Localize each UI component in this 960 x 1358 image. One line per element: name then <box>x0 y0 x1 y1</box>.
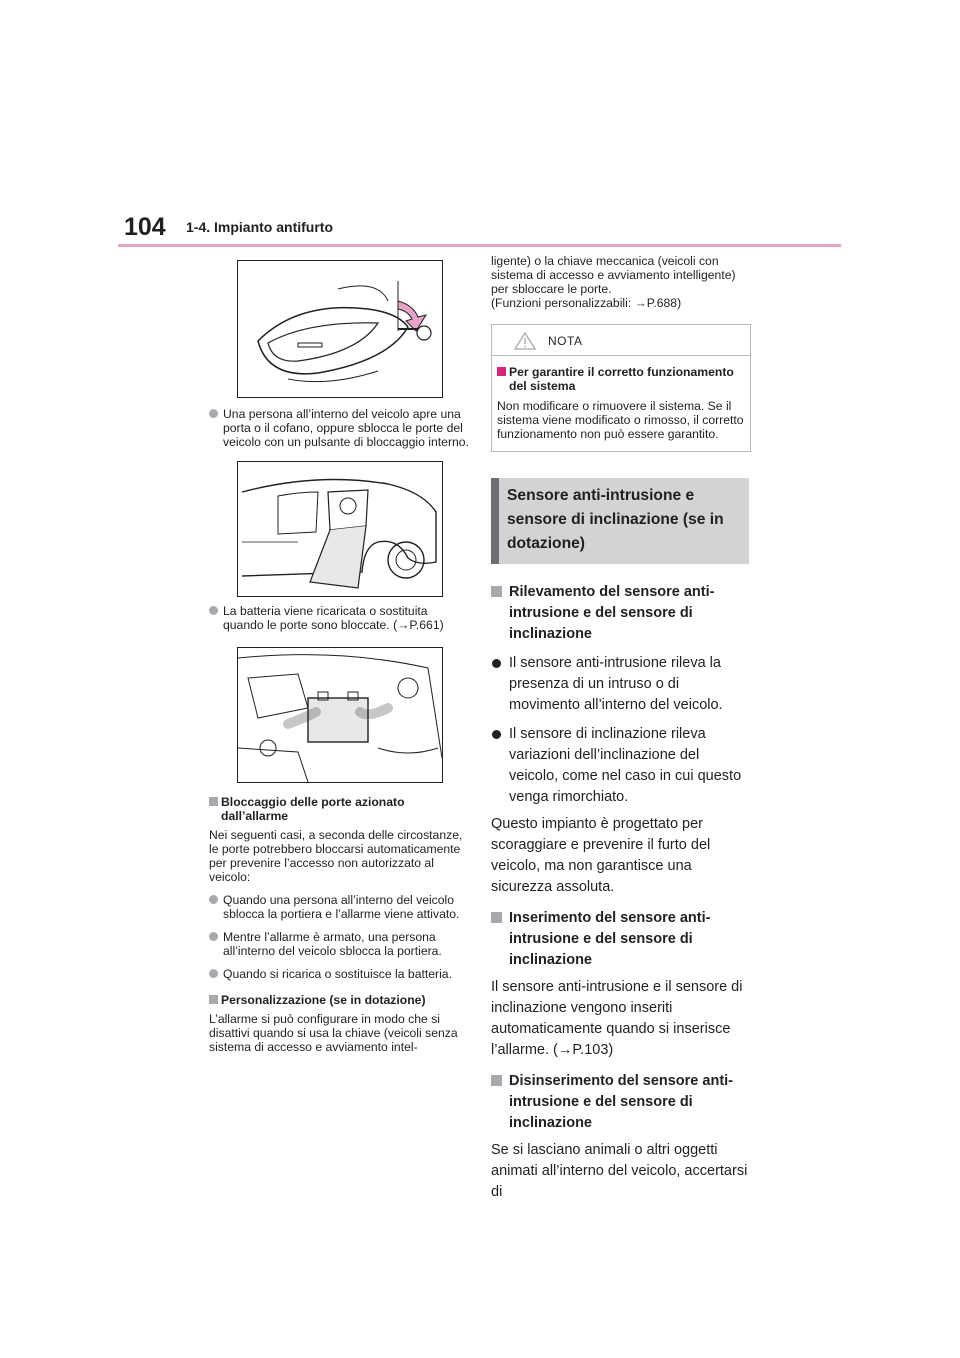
right-column <box>491 254 751 1203</box>
note-box <box>491 324 751 452</box>
note-label: NOTA <box>548 334 583 348</box>
section-title: 1-4. Impianto antifurto <box>186 219 333 235</box>
door-handle-illustration <box>238 261 442 397</box>
warning-triangle-icon <box>514 332 536 355</box>
disable-paragraph: Se si lasciano animali o altri oggetti animati all’interno del veicolo, accertarsi di <box>491 1142 748 1200</box>
engine-battery-figure <box>237 647 443 783</box>
bullet-dot <box>209 969 218 978</box>
customization-continued-text: ligente) o la chiave meccanica (veicoli con sistema di accesso e avviamento intelligente) per sbloccare le porte. <box>491 254 736 296</box>
heading-square <box>497 367 506 376</box>
banner-title: Sensore anti-intrusione e sensore di inclinazione (se in dotazione) <box>507 487 724 552</box>
door-handle-with-key-figure <box>237 260 443 398</box>
car-door-illustration <box>238 462 442 596</box>
alarm-trigger-bullet-battery: La batteria viene ricaricata o sostituita quando le porte sono bloccate. (→P.661) <box>209 604 471 632</box>
bullet-dot <box>209 409 218 418</box>
note-text: Non modificare o rimuovere il sistema. Se il sistema viene modificato o rimosso, il corretto funzionamento non può essere garantito. <box>497 399 744 441</box>
engine-bay-illustration <box>238 648 442 782</box>
disable-heading: Disinserimento del sensore anti-intrusione e del sensore di inclinazione <box>491 1071 751 1134</box>
insertion-heading: Inserimento del sensore anti-intrusione e del sensore di inclinazione <box>491 908 751 971</box>
note-body <box>492 356 750 451</box>
customization-reference: (Funzioni personalizzabili: →P.688) <box>491 296 682 310</box>
heading-square <box>491 586 502 597</box>
detection-bullet-2: Il sensore di inclinazione rileva variazioni dell’inclinazione del veicolo, come nel caso in cui questo venga rimorchiato. <box>491 724 751 808</box>
header-rule <box>118 244 841 247</box>
bullet-dot <box>209 932 218 941</box>
note-header <box>492 325 750 356</box>
heading-square <box>491 1075 502 1086</box>
alarm-trigger-bullet-inside-person: Una persona all’interno del veicolo apre una porta o il cofano, oppure sblocca le porte del veicolo con un pulsante di bloccaggio interno. <box>209 407 471 449</box>
customization-heading: Personalizzazione (se in dotazione) <box>209 993 471 1007</box>
lock-bullet-2: Mentre l’allarme è armato, una persona all’interno del veicolo sblocca la portiera. <box>209 930 471 958</box>
bullet-dot <box>209 895 218 904</box>
bullet-dot <box>209 606 218 615</box>
note-heading: Per garantire il corretto funzionamento del sistema <box>497 365 744 393</box>
lock-bullet-3: Quando si ricarica o sostituisce la batteria. <box>209 967 471 981</box>
heading-square <box>209 995 218 1004</box>
page-number: 104 <box>124 213 166 241</box>
section-banner <box>491 478 749 564</box>
lock-by-alarm-intro: Nei seguenti casi, a seconda delle circostanze, le porte potrebbero bloccarsi automaticamente per prevenire l’accesso non autorizzato al veicolo: <box>209 828 463 884</box>
heading-square <box>491 912 502 923</box>
detection-paragraph: Questo impianto è progettato per scoraggiare e prevenire il furto del veicolo, ma non garantisce una sicurezza assoluta. <box>491 816 711 895</box>
heading-square <box>209 797 218 806</box>
lock-bullet-1: Quando una persona all’interno del veicolo sblocca la portiera e l’allarme viene attivato. <box>209 893 471 921</box>
bullet-dot <box>492 730 501 739</box>
customization-text: L’allarme si può configurare in modo che si disattivi quando si usa la chiave (veicoli senza sistema di accesso e avviamento intel- <box>209 1012 458 1054</box>
open-car-door-figure <box>237 461 443 597</box>
bullet-dot <box>492 659 501 668</box>
left-column <box>209 260 471 1054</box>
detection-bullet-1: Il sensore anti-intrusione rileva la presenza di un intruso o di movimento all’interno del veicolo. <box>491 653 751 716</box>
banner-bar <box>491 478 499 564</box>
detection-heading: Rilevamento del sensore anti-intrusione e del sensore di inclinazione <box>491 582 751 645</box>
lock-by-alarm-heading: Bloccaggio delle porte azionato dall’allarme <box>209 795 471 823</box>
insertion-paragraph: Il sensore anti-intrusione e il sensore di inclinazione vengono inseriti automaticamente quando si inserisce l’allarme. (→P.103) <box>491 979 743 1058</box>
